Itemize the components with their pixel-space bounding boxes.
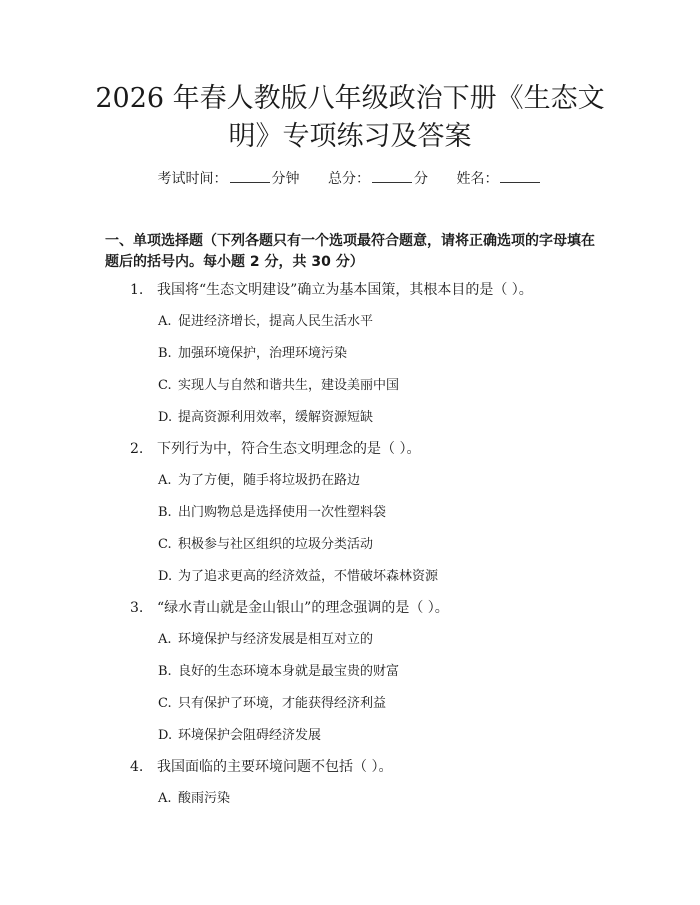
option-list	[130, 313, 610, 441]
option-text: 促进经济增长，提高人民生活水平	[178, 314, 374, 329]
option-letter: A.	[158, 632, 172, 647]
option-text: 为了追求更高的经济效益，不惜破坏森林资源	[178, 569, 439, 584]
question-list	[130, 282, 610, 822]
option-text: 为了方便，随手将垃圾扔在路边	[178, 473, 361, 488]
option-item	[130, 472, 610, 504]
question-text: 我国面临的主要环境问题不包括（ ）。	[157, 759, 393, 775]
option-text: 环境保护会阻碍经济发展	[178, 728, 322, 743]
option-letter: D.	[158, 410, 173, 425]
option-text: 加强环境保护，治理环境污染	[178, 346, 348, 361]
option-letter: A.	[158, 791, 172, 806]
question-stem	[130, 600, 610, 631]
option-list	[130, 472, 610, 600]
name-blank	[500, 170, 540, 183]
name-field	[456, 168, 542, 188]
total-score-field	[328, 168, 428, 188]
option-item	[130, 504, 610, 536]
option-item	[130, 727, 610, 759]
question-text: 我国将“生态文明建设”确立为基本国策，其根本目的是（ ）。	[157, 282, 533, 298]
total-score-unit: 分	[414, 171, 428, 187]
question-text: “绿水青山就是金山银山”的理念强调的是（ ）。	[157, 600, 449, 616]
exam-time-unit: 分钟	[271, 171, 300, 187]
page-title	[90, 80, 610, 156]
option-list	[130, 631, 610, 759]
option-text: 提高资源利用效率，缓解资源短缺	[178, 410, 374, 425]
option-item	[130, 631, 610, 663]
option-text: 酸雨污染	[178, 791, 231, 806]
question-item	[130, 282, 610, 441]
option-item	[130, 790, 610, 822]
option-text: 只有保护了环境，才能获得经济利益	[178, 696, 387, 711]
option-letter: A.	[158, 473, 172, 488]
title-line-1: 2026 年春人教版八年级政治下册《生态文	[95, 83, 605, 114]
option-item	[130, 377, 610, 409]
option-letter: A.	[158, 314, 172, 329]
option-letter: B.	[158, 664, 172, 679]
total-score-blank	[372, 170, 412, 183]
exam-time-label: 考试时间：	[157, 171, 228, 187]
question-number: 3.	[130, 600, 144, 616]
option-letter: C.	[158, 537, 172, 552]
option-list	[130, 790, 610, 822]
option-item	[130, 568, 610, 600]
option-item	[130, 345, 610, 377]
option-item	[130, 695, 610, 727]
question-item	[130, 441, 610, 600]
exam-time-blank	[230, 170, 270, 183]
exam-time-field	[158, 168, 300, 188]
option-item	[130, 409, 610, 441]
option-item	[130, 536, 610, 568]
option-text: 出门购物总是选择使用一次性塑料袋	[178, 505, 387, 520]
option-item	[130, 663, 610, 695]
option-letter: B.	[158, 346, 172, 361]
question-item	[130, 600, 610, 759]
option-text: 环境保护与经济发展是相互对立的	[178, 632, 374, 647]
option-letter: D.	[158, 728, 173, 743]
question-stem	[130, 759, 610, 790]
question-item	[130, 759, 610, 822]
question-number: 2.	[130, 441, 144, 457]
question-text: 下列行为中，符合生态文明理念的是（ ）。	[157, 441, 421, 457]
exam-meta	[0, 168, 700, 188]
option-text: 良好的生态环境本身就是最宝贵的财富	[178, 664, 400, 679]
option-letter: C.	[158, 696, 172, 711]
total-score-label: 总分：	[328, 171, 370, 187]
question-stem	[130, 282, 610, 313]
section-heading: 一、单项选择题（下列各题只有一个选项最符合题意，请将正确选项的字母填在题后的括号内。每小题 2 分，共 30 分）	[105, 233, 595, 270]
name-label: 姓名：	[456, 171, 499, 187]
option-text: 实现人与自然和谐共生，建设美丽中国	[178, 378, 400, 393]
option-letter: B.	[158, 505, 172, 520]
option-letter: D.	[158, 569, 173, 584]
option-text: 积极参与社区组织的垃圾分类活动	[178, 537, 374, 552]
title-line-2: 明》专项练习及答案	[228, 121, 472, 152]
option-item	[130, 313, 610, 345]
question-number: 4.	[130, 759, 144, 775]
question-number: 1.	[130, 282, 144, 298]
question-stem	[130, 441, 610, 472]
option-letter: C.	[158, 378, 172, 393]
